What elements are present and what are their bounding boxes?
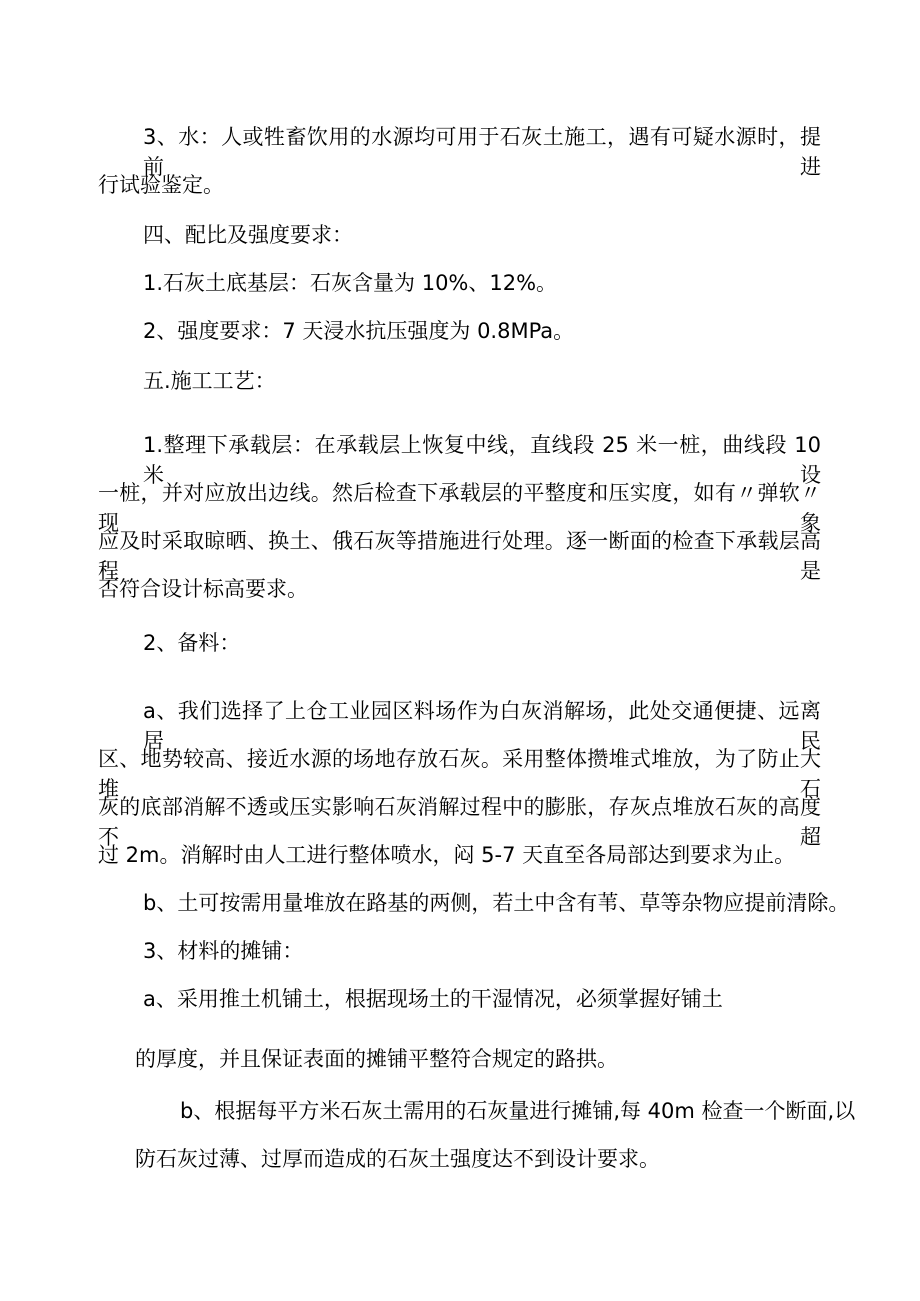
text-line: 3、水：人或牲畜饮用的水源均可用于石灰土施工，遇有可疑水源时，提前进 [143, 125, 821, 179]
section-heading: 四、配比及强度要求： [143, 223, 353, 247]
text-line: 一桩，并对应放出边线。然后检查下承载层的平整度和压实度，如有〃弹软〃现象 [98, 481, 821, 535]
text-line: 防石灰过薄、过厚而造成的石灰土强度达不到设计要求。 [135, 1147, 660, 1171]
text-line: 的厚度，并且保证表面的摊铺平整符合规定的路拱。 [135, 1047, 618, 1071]
text-line: 应及时采取晾晒、换土、俄石灰等措施进行处理。逐一断面的检查下承载层高程是 [98, 529, 821, 583]
text-line: b、根据每平方米石灰土需用的石灰量进行摊铺,每 40m 检查一个断面,以 [180, 1099, 856, 1123]
section-heading: 五.施工工艺： [143, 369, 276, 393]
text-line: b、土可按需用量堆放在路基的两侧，若土中含有苇、草等杂物应提前清除。 [143, 891, 850, 915]
text-line: 行试验鉴定。 [98, 173, 224, 197]
text-line: 过 2m。消解时由人工进行整体喷水，闷 5-7 天直至各局部达到要求为止。 [98, 843, 796, 867]
text-line: 否符合设计标高要求。 [98, 577, 308, 601]
text-line: 2、强度要求：7 天浸水抗压强度为 0.8MPa。 [143, 319, 575, 343]
section-heading: 3、材料的摊铺： [143, 939, 304, 963]
text-line: 灰的底部消解不透或压实影响石灰消解过程中的膨胀，存灰点堆放石灰的高度不超 [98, 795, 821, 849]
text-line: 1.整理下承载层：在承载层上恢复中线，直线段 25 米一桩，曲线段 10 米设 [143, 433, 821, 487]
text-line: a、我们选择了上仓工业园区料场作为白灰消解场，此处交通便捷、远离居民 [143, 699, 821, 753]
text-line: 1.石灰土底基层：石灰含量为 10%、12%。 [143, 271, 558, 295]
text-line: a、采用推土机铺土，根据现场土的干湿情况，必须掌握好铺土 [143, 987, 723, 1011]
section-heading: 2、备料： [143, 631, 241, 655]
text-line: 区、地势较高、接近水源的场地存放石灰。采用整体攒堆式堆放，为了防止大堆石 [98, 747, 821, 801]
